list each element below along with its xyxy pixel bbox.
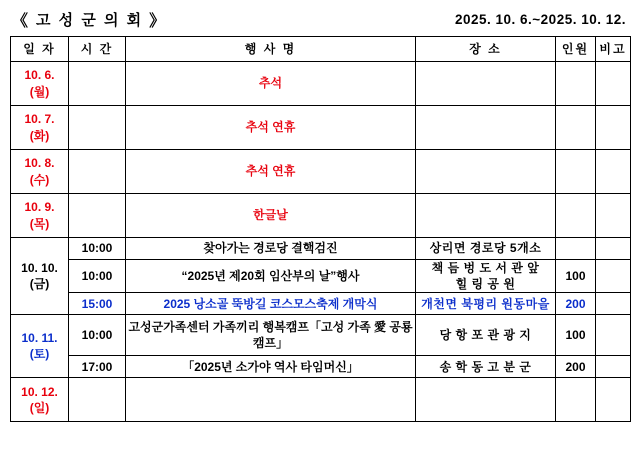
time-cell (69, 194, 126, 238)
note-cell (596, 315, 631, 356)
note-cell (596, 238, 631, 260)
table-row (11, 150, 631, 194)
event-cell: 찾아가는 경로당 결핵검진 (126, 238, 416, 260)
date-range: 2025. 10. 6.~2025. 10. 12. (454, 11, 626, 27)
count-cell: 200 (556, 356, 596, 378)
count-cell (556, 106, 596, 150)
note-cell (596, 150, 631, 194)
time-cell (69, 150, 126, 194)
table-row (11, 194, 631, 238)
count-cell (556, 194, 596, 238)
note-cell (596, 260, 631, 293)
event-cell: 한글날 (126, 194, 416, 238)
note-cell (596, 356, 631, 378)
place-cell (416, 194, 556, 238)
date-cell (11, 238, 69, 315)
date-weekday: (월) (29, 84, 50, 99)
place-cell (416, 106, 556, 150)
date-day: 10. 8. (24, 156, 55, 171)
count-cell (556, 378, 596, 422)
page-header (10, 6, 630, 32)
table-row (11, 315, 631, 356)
event-cell: 2025 낭소골 뚝방길 코스모스축제 개막식 (126, 293, 416, 315)
time-cell: 15:00 (69, 293, 126, 315)
date-cell (11, 315, 69, 378)
time-cell: 10:00 (69, 315, 126, 356)
date-day: 10. 9. (24, 200, 55, 215)
place-cell: 책 듬 벙 도 서 관 앞 힐 링 공 원 (416, 260, 556, 293)
event-cell: 「2025년 소가야 역사 타임머신」 (126, 356, 416, 378)
date-cell (11, 194, 69, 238)
column-header-time: 시 간 (69, 37, 126, 62)
count-cell (556, 150, 596, 194)
table-row (11, 62, 631, 106)
note-cell (596, 378, 631, 422)
place-cell: 상리면 경로당 5개소 (416, 238, 556, 260)
time-cell (69, 378, 126, 422)
header-title-group (12, 8, 167, 31)
table-row (11, 293, 631, 315)
column-header-note: 비고 (596, 37, 631, 62)
note-cell (596, 194, 631, 238)
date-day: 10. 7. (24, 112, 55, 127)
place-cell: 개천면 북평리 원동마을 (416, 293, 556, 315)
count-cell: 200 (556, 293, 596, 315)
date-weekday: (금) (29, 277, 50, 292)
event-cell: 추석 연휴 (126, 150, 416, 194)
table-row (11, 238, 631, 260)
place-cell: 당 항 포 관 광 지 (416, 315, 556, 356)
table-row (11, 356, 631, 378)
event-cell: 고성군가족센터 가족끼리 행복캠프「고성 가족 愛 공룡캠프」 (126, 315, 416, 356)
count-cell: 100 (556, 315, 596, 356)
date-day: 10. 12. (21, 384, 58, 399)
table-body (11, 62, 631, 422)
date-cell (11, 62, 69, 106)
place-cell: 송 학 동 고 분 군 (416, 356, 556, 378)
bracket-open-icon: 《 (12, 12, 31, 30)
event-cell: 추석 연휴 (126, 106, 416, 150)
bracket-close-icon: 》 (149, 12, 168, 30)
time-cell: 10:00 (69, 260, 126, 293)
column-header-date: 일 자 (11, 37, 69, 62)
date-cell (11, 378, 69, 422)
count-cell (556, 62, 596, 106)
time-cell: 17:00 (69, 356, 126, 378)
table-row (11, 106, 631, 150)
time-cell (69, 62, 126, 106)
column-header-place: 장 소 (416, 37, 556, 62)
count-cell (556, 238, 596, 260)
column-header-count: 인원 (556, 37, 596, 62)
table-row (11, 378, 631, 422)
column-header-event: 행 사 명 (126, 37, 416, 62)
date-weekday: (수) (29, 172, 50, 187)
date-weekday: (화) (29, 128, 50, 143)
note-cell (596, 293, 631, 315)
event-cell: 추석 (126, 62, 416, 106)
time-cell (69, 106, 126, 150)
date-weekday: (일) (29, 400, 50, 415)
table-header-row (11, 37, 631, 62)
date-day: 10. 10. (21, 261, 58, 275)
date-day: 10. 11. (21, 331, 58, 346)
date-weekday: (목) (29, 216, 50, 231)
place-cell (416, 150, 556, 194)
schedule-table (10, 36, 631, 422)
note-cell (596, 62, 631, 106)
event-cell: “2025년 제20회 임산부의 날”행사 (126, 260, 416, 293)
event-cell (126, 378, 416, 422)
count-cell: 100 (556, 260, 596, 293)
place-cell (416, 378, 556, 422)
time-cell: 10:00 (69, 238, 126, 260)
date-day: 10. 6. (24, 68, 55, 83)
note-cell (596, 106, 631, 150)
date-weekday: (토) (29, 347, 50, 362)
date-cell (11, 106, 69, 150)
table-row (11, 260, 631, 293)
page-title: 고 성 군 의 회 (36, 11, 144, 29)
date-cell (11, 150, 69, 194)
place-cell (416, 62, 556, 106)
